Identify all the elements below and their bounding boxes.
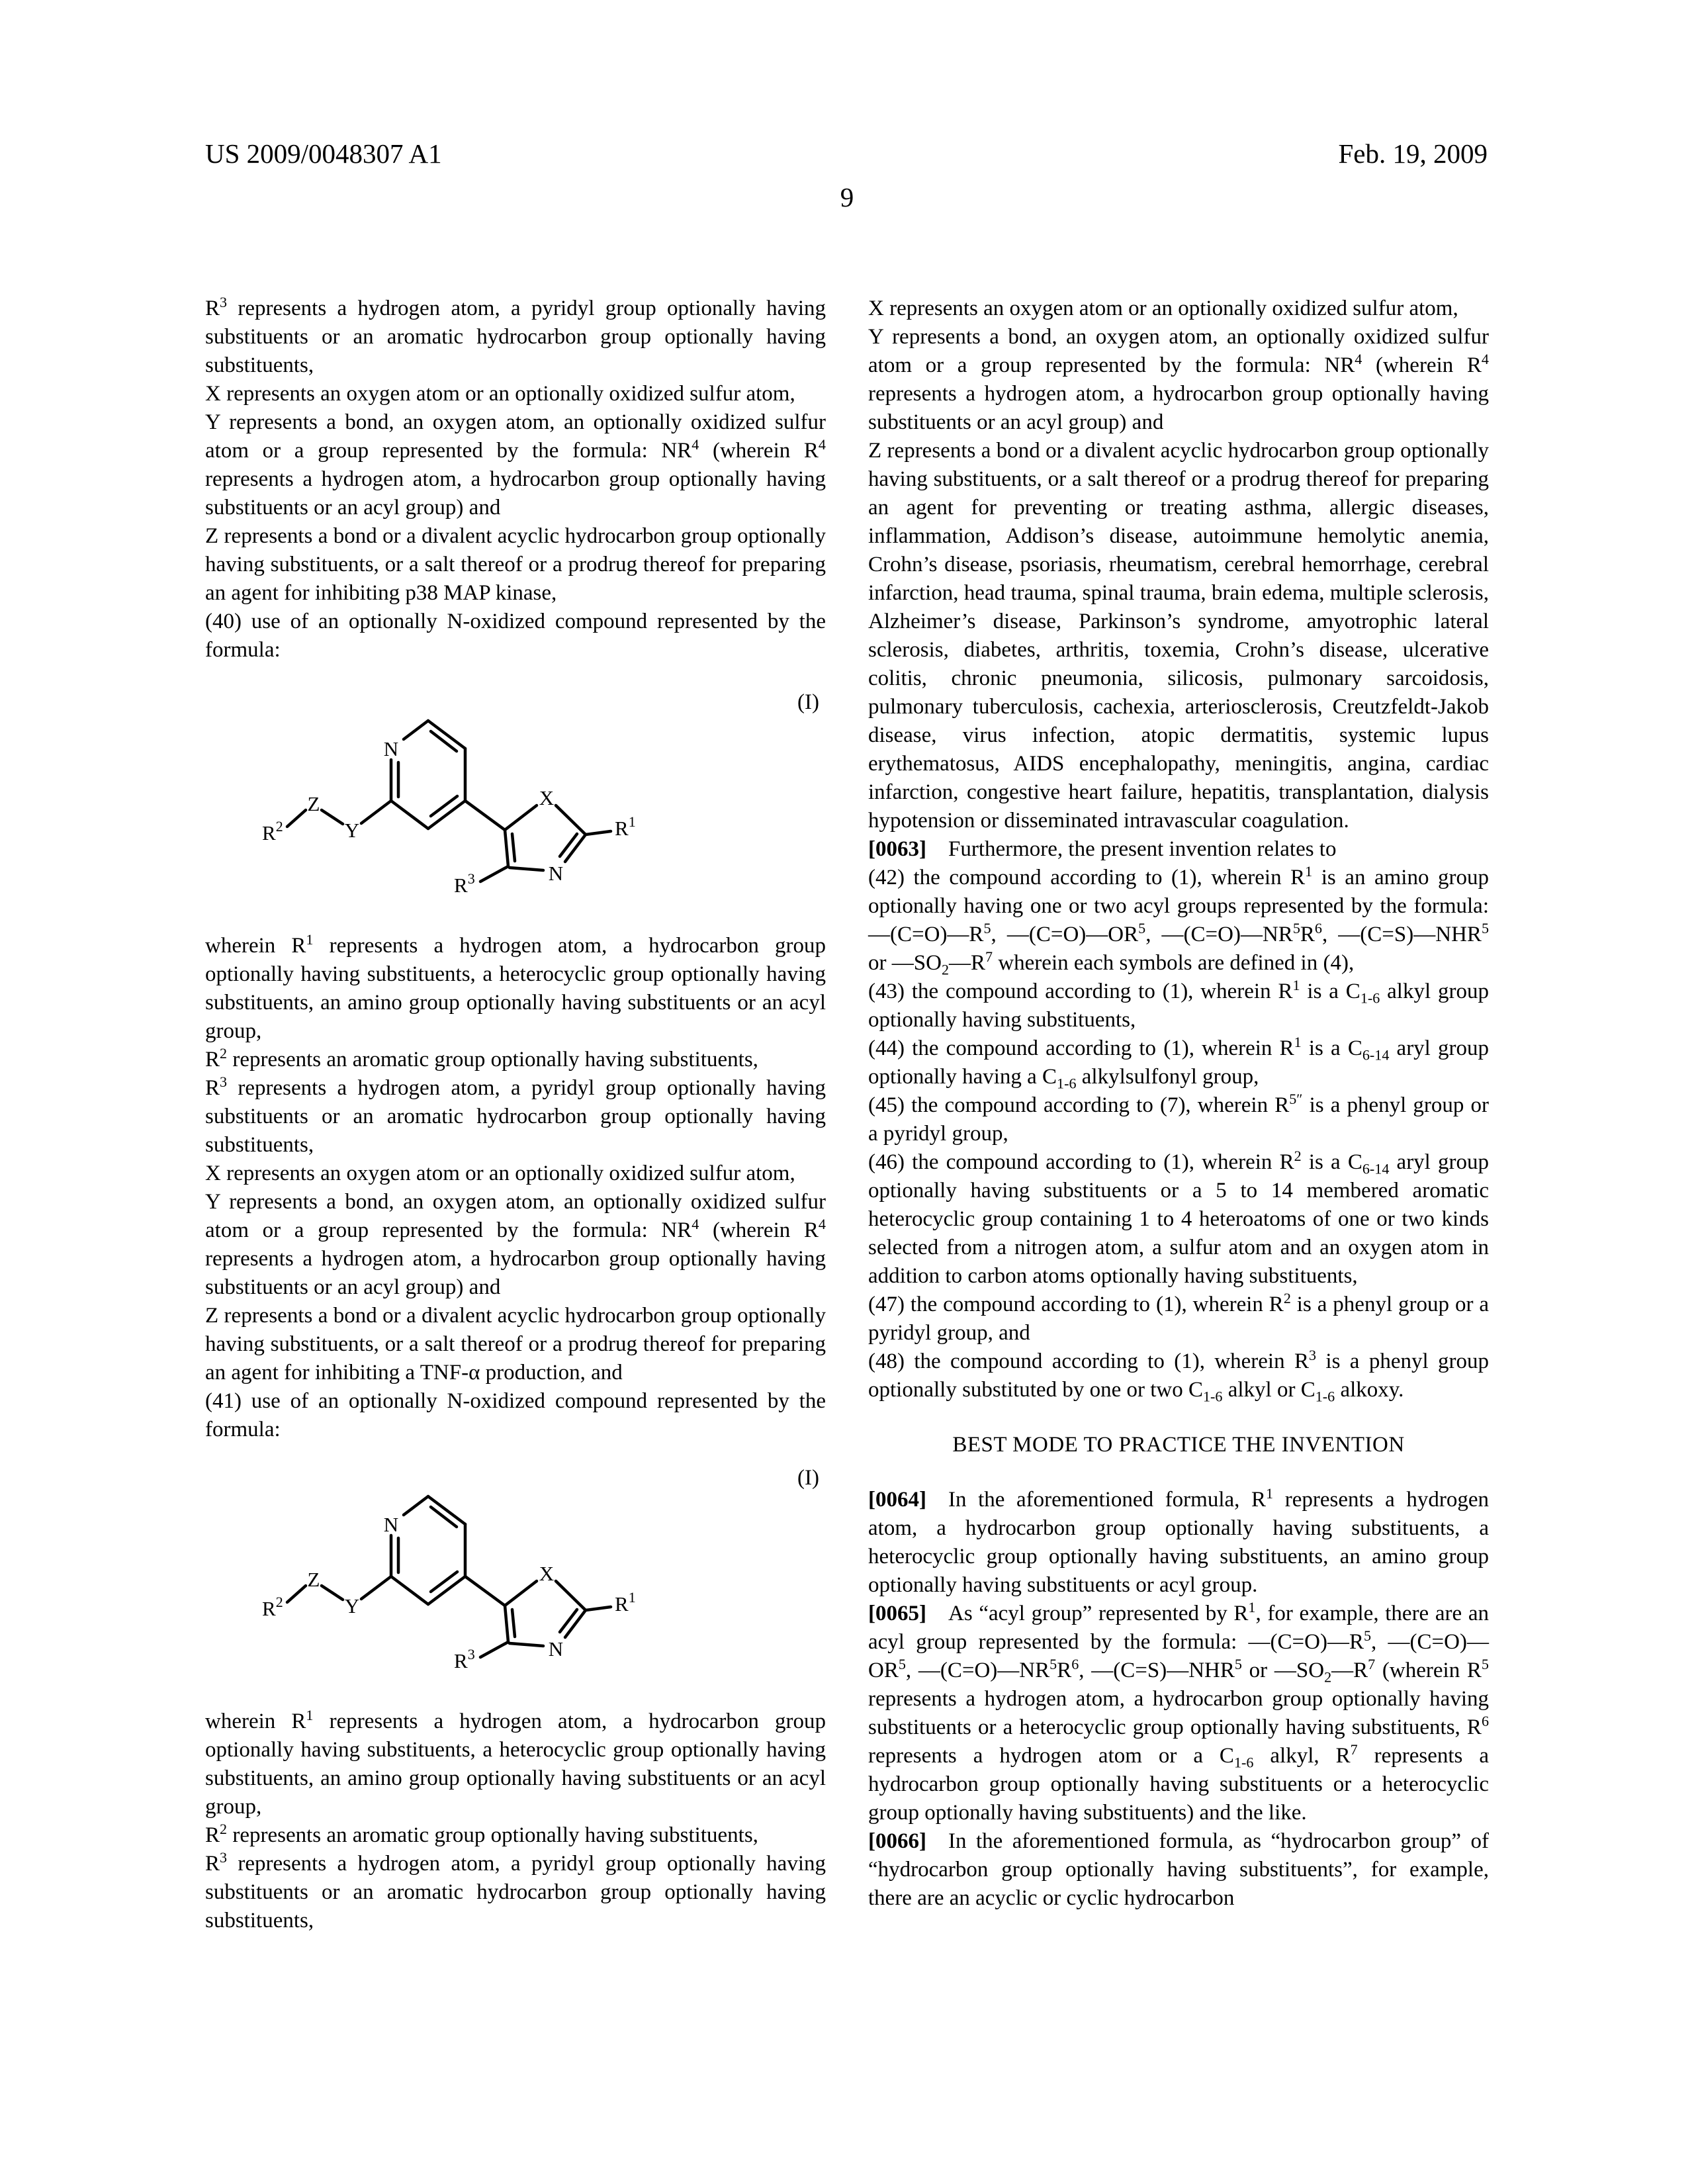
chemical-structure-diagram — [257, 704, 641, 893]
clause-z: Z represents a bond or a divalent acyclic hydrocarbon group optionally having substituents, or a salt thereof or a prodrug thereof for preparing an agent for inhibiting p38 MAP kinase, — [205, 524, 826, 605]
clause-x: X represents an oxygen atom or an optionally oxidized sulfur atom, — [868, 296, 1458, 320]
substituent-label-r2: $R^2$ — [262, 818, 283, 844]
clause-x: X represents an oxygen atom or an optionally oxidized sulfur atom, — [205, 1161, 795, 1185]
paragraph-0066: [0066] In the aforementioned formula, as “hydrocarbon group” of “hydrocarbon group optionally having substituents”, for example, there are an acyclic or cyclic hydrocarbon — [868, 1829, 1489, 1910]
item-44: (44) the compound according to (1), wherein $R^1$ is a $C_{6-14}$ aryl group optionally having a $C_{1-6}$ alkylsulfonyl group, — [868, 1034, 1490, 1092]
clause-z-disease-list: Z represents a bond or a divalent acyclic hydrocarbon group optionally having substituents, or a salt thereof or a prodrug thereof for preparing an agent for preventing or treating asthma, allergic diseases, inflammation, Addison’s disease, autoimmune hemolytic anemia, Crohn’s disease, psoriasis, rheumatism, cerebral hemorrhage, cerebral infarction, head trauma, spinal trauma, brain edema, multiple sclerosis, Alzheimer’s disease, Parkinson’s syndrome, amyotrophic lateral sclerosis, diabetes, arthritis, toxemia, Crohn’s disease, ulcerative colitis, chronic pneumonia, silicosis, pulmonary sarcoidosis, pulmonary tuberculosis, cachexia, arteriosclerosis, Creutzfeldt-Jakob disease, virus infection, atopic dermatitis, systemic lupus erythematosus, AIDS encephalopathy, meningitis, angina, cardiac infarction, congestive heart failure, hepatitis, transplantation, dialysis hypotension or disseminated intravascular coagulation. — [868, 439, 1489, 833]
section-heading: BEST MODE TO PRACTICE THE INVENTION — [952, 1433, 1405, 1457]
substituent-label-z: Z — [307, 1568, 320, 1591]
item-48: (48) the compound according to (1), wherein $R^3$ is a phenyl group optionally substituted by one or two $C_{1-6}$ alkyl or $C_{1-6}$ alkoxy. — [868, 1347, 1489, 1405]
atom-label-n-azole: N — [548, 1637, 564, 1661]
clause-r3: $R^3$ represents a hydrogen atom, a pyridyl group optionally having substituents or an aromatic hydrocarbon group optionally having substituents, — [205, 1849, 826, 1933]
item-43: (43) the compound according to (1), wherein $R^1$ is a $C_{1-6}$ alkyl group optionally having substituents, — [868, 977, 1490, 1032]
substituent-label-r1: $R^1$ — [615, 1589, 636, 1615]
substituent-label-r2: $R^2$ — [262, 1594, 283, 1620]
atom-label-n-pyridine: N — [383, 1513, 399, 1536]
page-header — [205, 140, 1488, 167]
page-number: 9 — [840, 182, 854, 212]
chemical-structure-figure-1 — [205, 690, 826, 895]
atom-label-x: X — [539, 1562, 555, 1585]
clause-x: X represents an oxygen atom or an optionally oxidized sulfur atom, — [205, 382, 795, 406]
clause-r3: $R^3$ represents a hydrogen atom, a pyridyl group optionally having substituents or an aromatic hydrocarbon group optionally having substituents, — [205, 294, 826, 377]
clause-y: Y represents a bond, an oxygen atom, an optionally oxidized sulfur atom or a group represented by the formula: $NR^4$ (wherein $R^4$ represents a hydrogen atom, a hydrocarbon group optionally having substituents or an acyl group) and — [205, 1190, 826, 1299]
clause-z: Z represents a bond or a divalent acyclic hydrocarbon group optionally having substituents, or a salt thereof or a prodrug thereof for preparing an agent for inhibiting a TNF-α production, and — [205, 1304, 826, 1385]
formula-label: (I) — [797, 1466, 819, 1490]
atom-label-n-pyridine: N — [383, 737, 399, 760]
clause-r2: $R^2$ represents an aromatic group optionally having substituents, — [205, 1821, 758, 1847]
item-41: (41) use of an optionally N-oxidized compound represented by the formula: — [205, 1389, 826, 1441]
substituent-label-y: Y — [344, 819, 360, 842]
substituent-label-r3: $R^3$ — [454, 1646, 475, 1668]
clause-wherein-r1: wherein $R^1$ represents a hydrogen atom, a hydrocarbon group optionally having substituents, a heterocyclic group optionally having substituents, an amino group optionally having substituents or an acyl group, — [205, 1707, 826, 1819]
atom-label-n-azole: N — [548, 862, 564, 885]
chemical-structure-figure-2 — [205, 1466, 826, 1670]
clause-y: Y represents a bond, an oxygen atom, an optionally oxidized sulfur atom or a group represented by the formula: $NR^4$ (wherein $R^4$ represents a hydrogen atom, a hydrocarbon group optionally having substituents or an acyl group) and — [868, 325, 1489, 434]
paragraph-0063: [0063] Furthermore, the present invention relates to — [868, 837, 1337, 861]
substituent-label-r3: $R^3$ — [454, 870, 475, 893]
clause-r2: $R^2$ represents an aromatic group optionally having substituents, — [205, 1045, 758, 1071]
chemical-structure-diagram — [257, 1480, 641, 1668]
clause-wherein-r1: wherein $R^1$ represents a hydrogen atom, a hydrocarbon group optionally having substituents, a heterocyclic group optionally having substituents, an amino group optionally having substituents or an acyl group, — [205, 931, 826, 1043]
formula-label: (I) — [797, 690, 819, 714]
substituent-label-y: Y — [344, 1594, 360, 1617]
paragraph-0064: [0064] In the aforementioned formula, $R^1$ represents a hydrogen atom, a hydrocarbon group optionally having substituents, a heterocyclic group optionally having substituents, an amino group optionally having substituents or acyl group. — [868, 1485, 1489, 1597]
patent-number: US 2009/0048307 A1 — [205, 138, 442, 169]
substituent-label-r1: $R^1$ — [615, 813, 636, 840]
substituent-label-z: Z — [307, 792, 320, 815]
clause-y: Y represents a bond, an oxygen atom, an optionally oxidized sulfur atom or a group represented by the formula: $NR^4$ (wherein $R^4$ represents a hydrogen atom, a hydrocarbon group optionally having substituents or an acyl group) and — [205, 410, 826, 520]
clause-r3: $R^3$ represents a hydrogen atom, a pyridyl group optionally having substituents or an aromatic hydrocarbon group optionally having substituents, — [205, 1073, 826, 1157]
left-column — [205, 295, 826, 1935]
item-45: (45) the compound according to (7), wherein $R^{5''}$ is a phenyl group or a pyridyl group, — [868, 1091, 1489, 1146]
publication-date: Feb. 19, 2009 — [1338, 138, 1488, 169]
atom-label-x: X — [539, 786, 555, 809]
item-47: (47) the compound according to (1), wherein $R^2$ is a phenyl group or a pyridyl group, and — [868, 1290, 1489, 1345]
item-46: (46) the compound according to (1), wherein $R^2$ is a $C_{6-14}$ aryl group optionally having substituents or a 5 to 14 membered aromatic heterocyclic group containing 1 to 4 heteroatoms of one or two kinds selected from a nitrogen atom, a sulfur atom and an oxygen atom in addition to carbon atoms optionally having substituents, — [868, 1148, 1490, 1288]
item-42: (42) the compound according to (1), wherein $R^1$ is an amino group optionally having one or two acyl groups represented by the formula: $—(C=O)—R^5$, $—(C=O)—OR^5$, $—(C=O)—NR^5R^6$, $—(C=S)—NHR^5$ or $—SO_2—R^7$ wherein each symbols are defined in (4), — [868, 863, 1489, 978]
right-column — [868, 295, 1489, 1935]
text-columns — [205, 295, 1489, 1935]
item-40: (40) use of an optionally N-oxidized compound represented by the formula: — [205, 610, 826, 662]
paragraph-0065: [0065] As “acyl group” represented by $R^1$, for example, there are an acyl group represented by the formula: $—(C=O)—R^5$, $—(C=O)—OR^5$, $—(C=O)—NR^5R^6$, $—(C=S)—NHR^5$ or $—SO_2—R^7$ (wherein $R^5$ represents a hydrogen atom, a hydrocarbon group optionally having substituents or a heterocyclic group optionally having substituents, $R^6$ represents a hydrogen atom or a $C_{1-6}$ alkyl, $R^7$ represents a hydrocarbon group optionally having substituents or a heterocyclic group optionally having substituents) and the like. — [868, 1599, 1490, 1825]
